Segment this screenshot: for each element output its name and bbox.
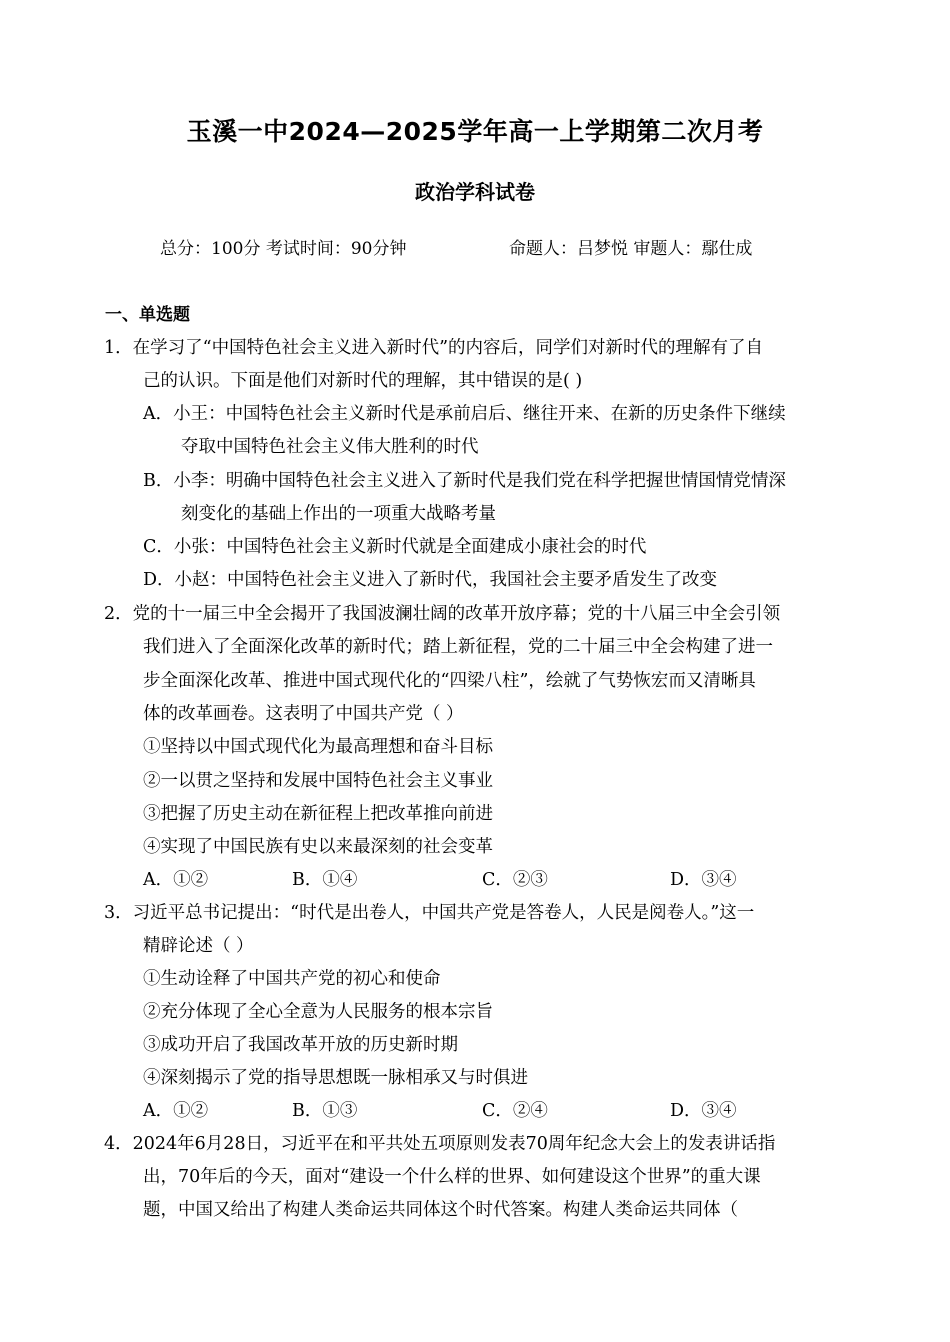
q3-option-c: C．②④ — [482, 1101, 548, 1121]
score-time-info: 总分：100分 考试时间：90分钟 — [160, 239, 407, 259]
section-title: 一、单选题 — [105, 305, 190, 325]
q2-stem-line: 2．党的十一届三中全会揭开了我国波澜壮阔的改革开放序幕；党的十八届三中全会引领 — [104, 604, 781, 624]
q2-option-d: D．③④ — [670, 870, 737, 890]
q1-option-b: B．小李：明确中国特色社会主义进入了新时代是我们党在科学把握世情国情党情深 — [143, 471, 786, 491]
q1-option-c: C．小张：中国特色社会主义新时代就是全面建成小康社会的时代 — [143, 537, 647, 557]
q4-stem-line: 4．2024年6月28日，习近平在和平共处五项原则发表70周年纪念大会上的发表讲话指 — [104, 1134, 776, 1154]
q2-stem-line: 体的改革画卷。这表明了中国共产党（ ） — [143, 704, 464, 724]
q3-statement-4: ④深刻揭示了党的指导思想既一脉相承又与时俱进 — [143, 1068, 528, 1088]
q2-statement-3: ③把握了历史主动在新征程上把改革推向前进 — [143, 804, 493, 824]
q2-option-a: A．①② — [143, 870, 209, 890]
q1-option-a: A．小王：中国特色社会主义新时代是承前启后、继往开来、在新的历史条件下继续 — [143, 404, 786, 424]
exam-subtitle: 政治学科试卷 — [415, 180, 535, 204]
q2-option-c: C．②③ — [482, 870, 548, 890]
q3-statement-3: ③成功开启了我国改革开放的历史新时期 — [143, 1035, 458, 1055]
q3-option-a: A．①② — [143, 1101, 209, 1121]
q2-option-b: B．①④ — [292, 870, 358, 890]
q1-option-d: D．小赵：中国特色社会主义进入了新时代，我国社会主要矛盾发生了改变 — [143, 570, 718, 590]
q3-stem-line: 3．习近平总书记提出：“时代是出卷人，中国共产党是答卷人，人民是阅卷人。”这一 — [104, 903, 755, 923]
q4-stem-line: 出，70年后的今天，面对“建设一个什么样的世界、如何建设这个世界”的重大课 — [143, 1167, 761, 1187]
q2-statement-4: ④实现了中国民族有史以来最深刻的社会变革 — [143, 837, 493, 857]
q2-stem-line: 步全面深化改革、推进中国式现代化的“四梁八柱”，绘就了气势恢宏而又清晰具 — [143, 671, 756, 691]
q1-option-b-cont: 刻变化的基础上作出的一项重大战略考量 — [181, 504, 496, 524]
q4-stem-line: 题，中国又给出了构建人类命运共同体这个时代答案。构建人类命运共同体（ — [143, 1200, 738, 1220]
exam-title: 玉溪一中2024—2025学年高一上学期第二次月考 — [186, 117, 764, 146]
q1-stem-line: 1．在学习了“中国特色社会主义进入新时代”的内容后，同学们对新时代的理解有了自 — [104, 338, 764, 358]
q3-statement-2: ②充分体现了全心全意为人民服务的根本宗旨 — [143, 1002, 493, 1022]
q3-option-b: B．①③ — [292, 1101, 358, 1121]
q3-statement-1: ①生动诠释了中国共产党的初心和使命 — [143, 969, 441, 989]
q3-stem-line: 精辟论述（ ） — [143, 936, 254, 956]
q2-statement-1: ①坚持以中国式现代化为最高理想和奋斗目标 — [143, 737, 493, 757]
q2-stem-line: 我们进入了全面深化改革的新时代；踏上新征程，党的二十届三中全会构建了进一 — [143, 637, 773, 657]
q3-option-d: D．③④ — [670, 1101, 737, 1121]
q2-statement-2: ②一以贯之坚持和发展中国特色社会主义事业 — [143, 771, 493, 791]
q1-stem-line: 己的认识。下面是他们对新时代的理解，其中错误的是( ) — [143, 371, 583, 391]
author-info: 命题人：吕梦悦 审题人：鄢仕成 — [509, 239, 753, 259]
q1-option-a-cont: 夺取中国特色社会主义伟大胜利的时代 — [181, 437, 479, 457]
